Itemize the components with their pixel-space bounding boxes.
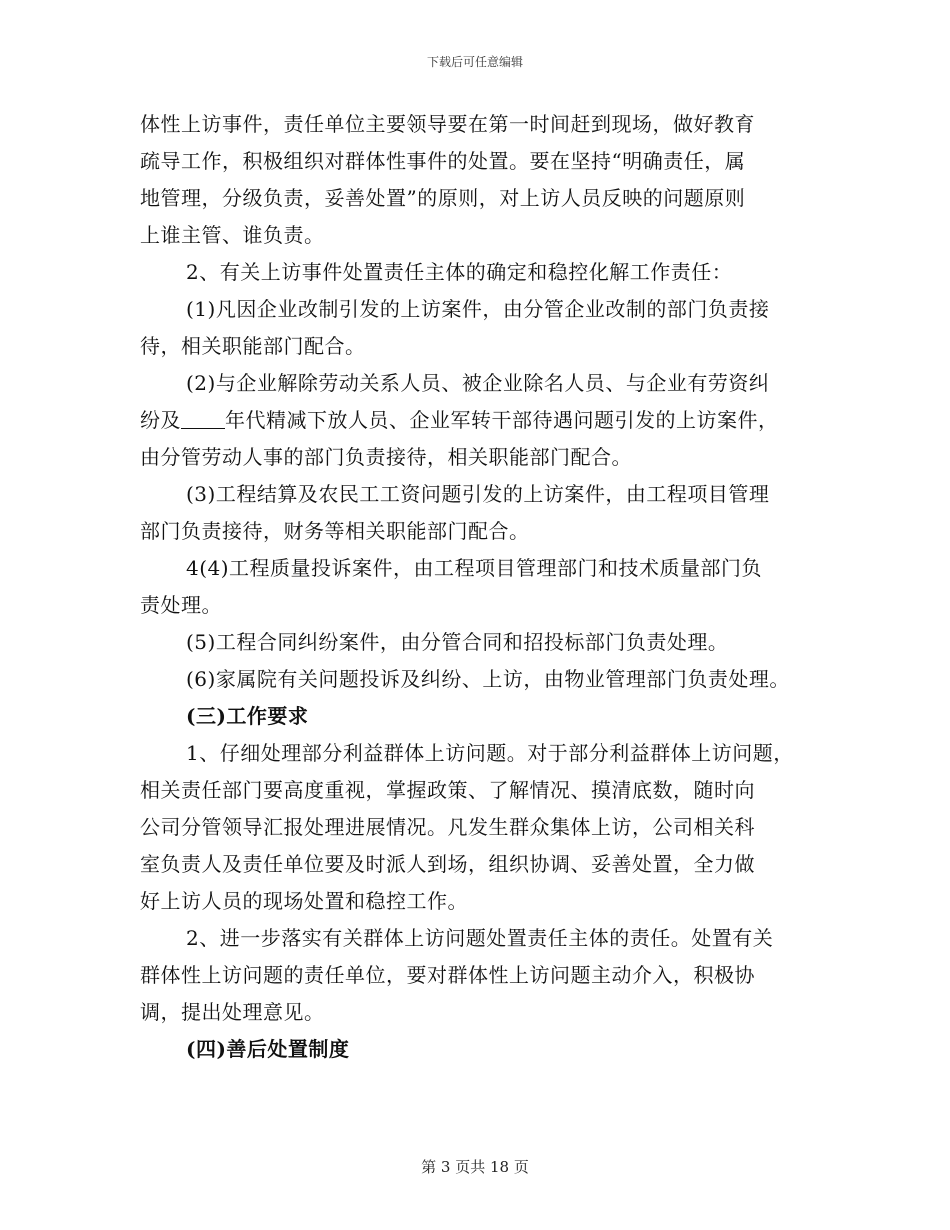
paragraph-line: 1、仔细处理部分利益群体上访问题。对于部分利益群体上访问题， — [186, 741, 794, 765]
paragraph-line: 上谁主管、谁负责。 — [140, 223, 325, 247]
text-fragment: 年代精减下放人员、企业军转干部待遇问题引发的上访案件， — [225, 408, 779, 432]
page-number: 第 3 页共 18 页 — [421, 1158, 529, 1176]
paragraph-line: 地管理，分级负责，妥善处置”的原则，对上访人员反映的问题原则 — [140, 186, 746, 210]
paragraph-line: (1)凡因企业改制引发的上访案件，由分管企业改制的部门负责接 — [186, 297, 770, 321]
paragraph-line: 由分管劳动人事的部门负责接待，相关职能部门配合。 — [140, 445, 632, 469]
document-body — [140, 106, 820, 1068]
paragraph-line: 疏导工作，积极组织对群体性事件的处置。要在坚持“明确责任，属 — [140, 149, 746, 173]
section-heading: (三)工作要求 — [186, 704, 309, 728]
paragraph-line: 体性上访事件，责任单位主要领导要在第一时间赶到现场，做好教育 — [140, 112, 755, 136]
paragraph-line: 责处理。 — [140, 593, 222, 617]
paragraph-line: 部门负责接待，财务等相关职能部门配合。 — [140, 519, 530, 543]
section-heading: (四)善后处置制度 — [186, 1037, 350, 1061]
fill-in-blank — [181, 410, 225, 429]
paragraph-line: 调，提出处理意见。 — [140, 1000, 325, 1024]
paragraph-line: (3)工程结算及农民工工资问题引发的上访案件，由工程项目管理 — [186, 482, 770, 506]
paragraph-line: 4(4)工程质量投诉案件，由工程项目管理部门和技术质量部门负 — [186, 556, 763, 580]
paragraph-line: (2)与企业解除劳动关系人员、被企业除名人员、与企业有劳资纠 — [186, 371, 770, 395]
paragraph-line: 2、进一步落实有关群体上访问题处置责任主体的责任。处置有关 — [186, 926, 774, 950]
paragraph-line: (6)家属院有关问题投诉及纠纷、上访，由物业管理部门负责处理。 — [186, 667, 790, 691]
paragraph-line: 2、有关上访事件处置责任主体的确定和稳控化解工作责任： — [186, 260, 733, 284]
paragraph-line-with-blank — [140, 402, 820, 439]
paragraph-line: 待，相关职能部门配合。 — [140, 334, 366, 358]
paragraph-line: 好上访人员的现场处置和稳控工作。 — [140, 889, 468, 913]
paragraph-line: 室负责人及责任单位要及时派人到场，组织协调、妥善处置，全力做 — [140, 852, 755, 876]
paragraph-line: 相关责任部门要高度重视，掌握政策、了解情况、摸清底数，随时向 — [140, 778, 755, 802]
page-header: 下载后可任意编辑 — [426, 55, 523, 69]
paragraph-line: (5)工程合同纠纷案件，由分管合同和招投标部门负责处理。 — [186, 630, 729, 654]
paragraph-line: 群体性上访问题的责任单位，要对群体性上访问题主动介入，积极协 — [140, 963, 755, 987]
paragraph-line: 公司分管领导汇报处理进展情况。凡发生群众集体上访，公司相关科 — [140, 815, 755, 839]
text-fragment: 纷及 — [140, 408, 181, 432]
